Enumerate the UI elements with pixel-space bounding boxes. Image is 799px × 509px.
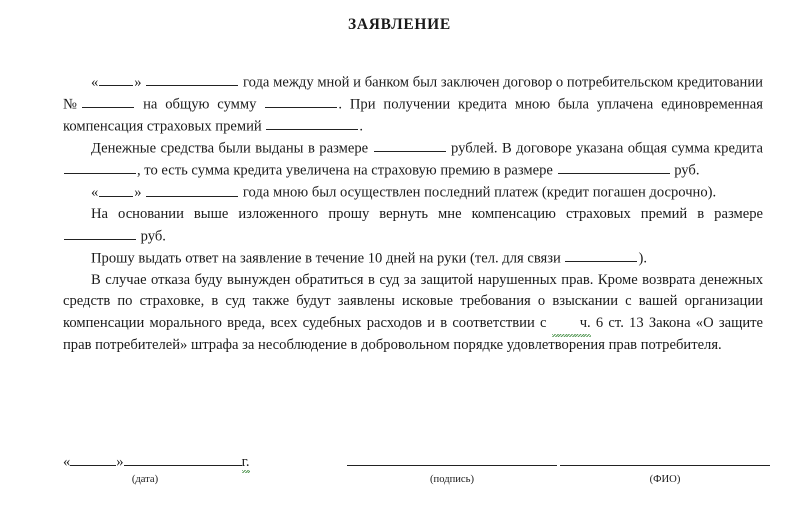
blank-sign-month-year[interactable] xyxy=(124,452,242,466)
document-body xyxy=(63,72,763,356)
paragraph-text-1d: . xyxy=(359,118,364,135)
signature-block xyxy=(63,452,773,487)
blank-month[interactable] xyxy=(146,72,238,86)
paragraph-text-5b: ). xyxy=(638,250,647,267)
blank-total-amount[interactable] xyxy=(265,94,337,108)
blank-signature[interactable] xyxy=(347,452,557,466)
signature-fio-row xyxy=(560,452,773,472)
blank-issued-amount[interactable] xyxy=(374,138,446,152)
paragraph-text-1a: года между мной и банком был заключен договор о потребительском кредитовании № xyxy=(63,74,763,113)
paragraph-text-4a: На основании выше изложенного прошу вернуть мне компенсацию страховых премий в размере xyxy=(91,206,763,223)
paragraph-text-6a: В случае отказа буду вынужден обратиться в суд за защитой нарушенных прав. Кроме возврата денежных средств по страховке, в суд также будут заявлены исковые требования о взыскании с вашей организации компенсации морального вреда, всех судебных расходов и в соответствии с xyxy=(63,271,763,331)
signature-fio-column xyxy=(560,452,773,487)
paragraph-refund-request xyxy=(63,204,763,248)
blank-payment-day[interactable] xyxy=(99,182,133,196)
quote-open-3: « xyxy=(63,454,71,471)
paragraph-funds-issued xyxy=(63,138,763,182)
quote-close: » xyxy=(134,74,142,91)
signature-sign-caption: (подпись) xyxy=(430,474,474,485)
blank-phone[interactable] xyxy=(565,248,637,262)
quote-open: « xyxy=(91,74,99,91)
signature-sign-row xyxy=(347,452,560,472)
paragraph-text-5a: Прошу выдать ответ на заявление в течение 10 дней на руки (тел. для связи xyxy=(91,250,561,267)
signature-date-row xyxy=(63,452,347,472)
quote-close-3: » xyxy=(116,454,124,471)
grammar-flagged-text: ч. xyxy=(552,313,591,335)
paragraph-text-3a: года мною был осуществлен последний платеж (кредит погашен досрочно). xyxy=(242,184,717,201)
blank-refund-amount[interactable] xyxy=(64,226,136,240)
year-mark: г. xyxy=(241,454,250,471)
blank-premium-amount[interactable] xyxy=(558,160,670,174)
signature-sign-column xyxy=(347,452,560,487)
blank-payment-month[interactable] xyxy=(146,182,238,196)
blank-credit-total[interactable] xyxy=(64,160,136,174)
blank-fio[interactable] xyxy=(560,452,770,466)
blank-day[interactable] xyxy=(99,72,133,86)
quote-open-2: « xyxy=(91,184,99,201)
paragraph-text-2a: Денежные средства были выданы в размере xyxy=(91,140,369,157)
signature-date-column xyxy=(63,452,347,487)
paragraph-response-request xyxy=(63,248,763,270)
paragraph-text-2d: руб. xyxy=(674,162,700,179)
signature-fio-caption: (ФИО) xyxy=(649,474,681,485)
page-title: ЗАЯВЛЕНИЕ xyxy=(348,16,451,33)
signature-date-caption: (дата) xyxy=(131,474,159,485)
paragraph-court-notice xyxy=(63,270,763,356)
paragraph-last-payment xyxy=(63,182,763,204)
paragraph-text-2b: рублей. В договоре указана общая сумма кредита xyxy=(451,140,764,157)
paragraph-text-6b: 6 ст. 13 Закона «О защите прав потребителей» штрафа за несоблюдение в добровольном порядке удовлетворения прав потребителя. xyxy=(63,314,763,353)
blank-sign-day[interactable] xyxy=(70,452,116,466)
paragraph-text-1b: на общую сумму xyxy=(143,96,257,113)
blank-contract-number[interactable] xyxy=(82,94,134,108)
paragraph-text-4b: руб. xyxy=(140,228,166,245)
blank-insurance-premium[interactable] xyxy=(266,116,358,130)
paragraph-text-1c: . При получении кредита мною была уплачена единовременная компенсация страховых премий xyxy=(63,96,763,135)
quote-close-2: » xyxy=(134,184,142,201)
paragraph-text-2c: , то есть сумма кредита увеличена на страховую премию в размере xyxy=(137,162,553,179)
paragraph-contract-conclusion xyxy=(63,72,763,138)
